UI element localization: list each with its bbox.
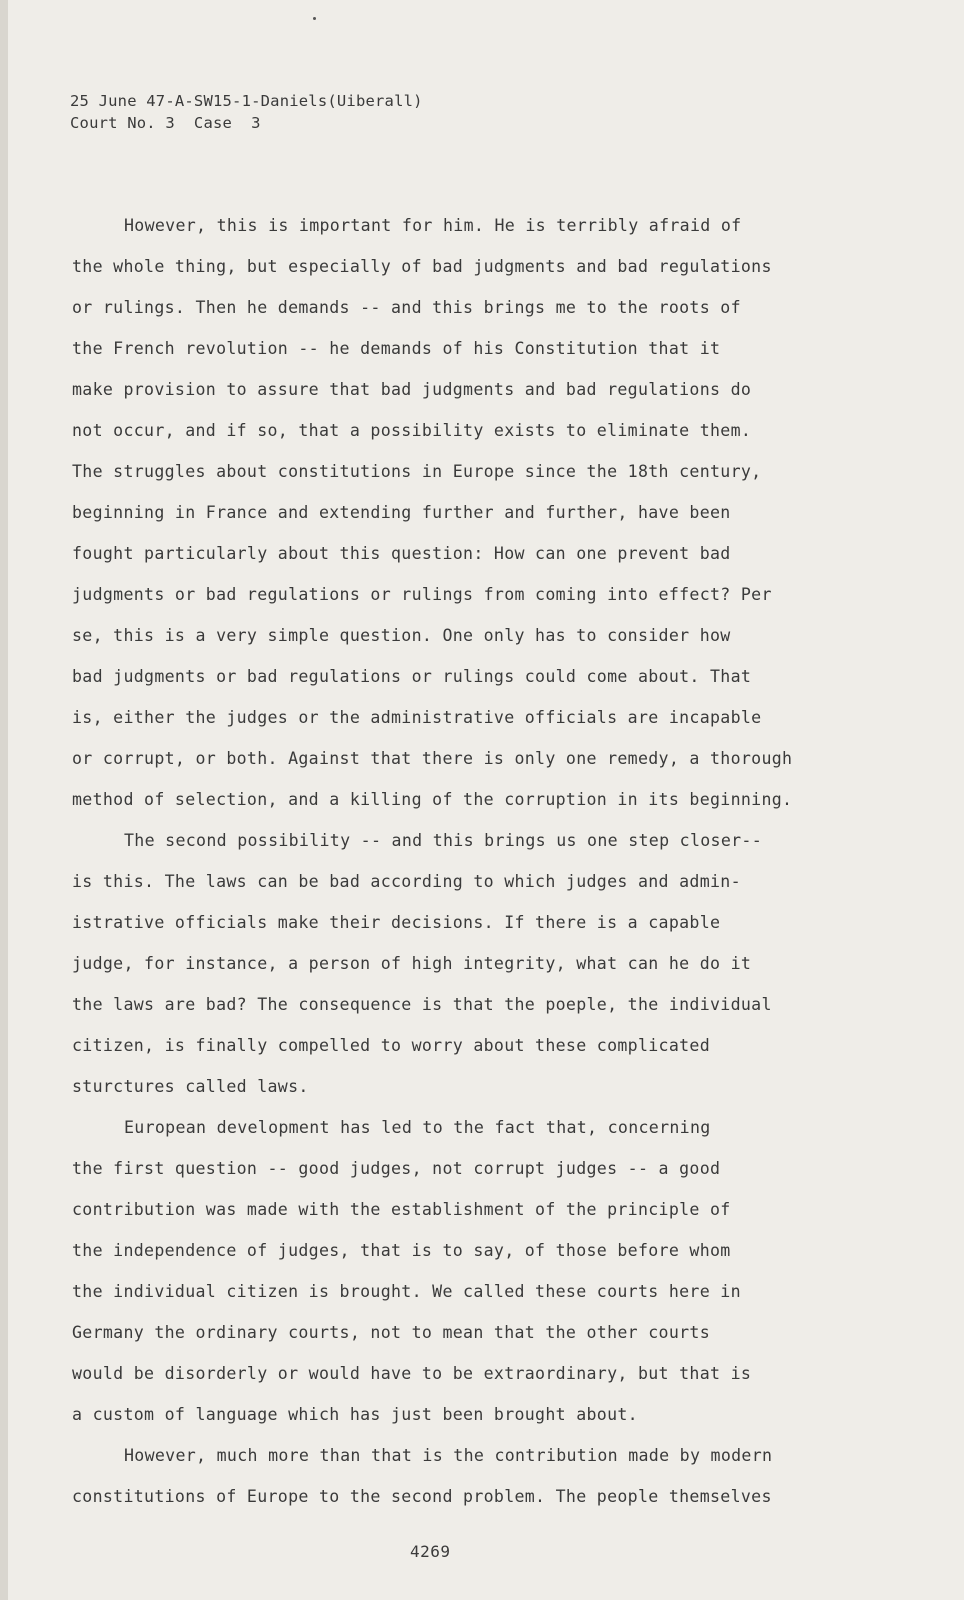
text-line: Germany the ordinary courts, not to mean that the other courts [72, 1323, 710, 1342]
paragraph [72, 1435, 812, 1517]
text-line: is, either the judges or the administrative officials are incapable [72, 708, 762, 727]
header-line-date-reference: 25 June 47-A-SW15-1-Daniels(Uiberall) [70, 92, 423, 110]
text-line: citizen, is finally compelled to worry about these complicated [72, 1036, 710, 1055]
text-line: However, this is important for him. He is terribly afraid of [124, 216, 742, 235]
text-line: not occur, and if so, that a possibility exists to eliminate them. [72, 421, 752, 440]
text-line: constitutions of Europe to the second problem. The people themselves [72, 1487, 772, 1506]
text-line: or rulings. Then he demands -- and this brings me to the roots of [72, 298, 741, 317]
header-line-court-case: Court No. 3 Case 3 [70, 114, 261, 132]
ink-speck [313, 17, 316, 20]
text-line: a custom of language which has just been brought about. [72, 1405, 638, 1424]
document-body [72, 205, 812, 1517]
text-line: method of selection, and a killing of the corruption in its beginning. [72, 790, 793, 809]
text-line: The struggles about constitutions in Europe since the 18th century, [72, 462, 762, 481]
text-line: judge, for instance, a person of high integrity, what can he do it [72, 954, 752, 973]
page-edge [0, 0, 8, 1600]
paragraph [72, 205, 812, 820]
text-line: the individual citizen is brought. We called these courts here in [72, 1282, 741, 1301]
text-line: make provision to assure that bad judgments and bad regulations do [72, 380, 752, 399]
text-line: or corrupt, or both. Against that there is only one remedy, a thorough [72, 749, 793, 768]
text-line: would be disorderly or would have to be extraordinary, but that is [72, 1364, 752, 1383]
text-line: contribution was made with the establishment of the principle of [72, 1200, 731, 1219]
text-line: However, much more than that is the contribution made by modern [124, 1446, 773, 1465]
text-line: European development has led to the fact that, concerning [124, 1118, 711, 1137]
text-line: sturctures called laws. [72, 1077, 309, 1096]
page-number: 4269 [410, 1542, 451, 1561]
text-line: the whole thing, but especially of bad judgments and bad regulations [72, 257, 772, 276]
paragraph [72, 1107, 812, 1435]
paragraph [72, 820, 812, 1107]
text-line: the French revolution -- he demands of his Constitution that it [72, 339, 721, 358]
text-line: the first question -- good judges, not corrupt judges -- a good [72, 1159, 721, 1178]
document-header [70, 90, 423, 134]
text-line: istrative officials make their decisions. If there is a capable [72, 913, 721, 932]
text-line: se, this is a very simple question. One only has to consider how [72, 626, 731, 645]
text-line: judgments or bad regulations or rulings from coming into effect? Per [72, 585, 772, 604]
text-line: is this. The laws can be bad according to which judges and admin- [72, 872, 741, 891]
text-line: beginning in France and extending further and further, have been [72, 503, 731, 522]
text-line: the laws are bad? The consequence is that the poeple, the individual [72, 995, 772, 1014]
text-line: the independence of judges, that is to say, of those before whom [72, 1241, 731, 1260]
text-line: The second possibility -- and this brings us one step closer-- [124, 831, 762, 850]
text-line: bad judgments or bad regulations or rulings could come about. That [72, 667, 752, 686]
text-line: fought particularly about this question: How can one prevent bad [72, 544, 731, 563]
